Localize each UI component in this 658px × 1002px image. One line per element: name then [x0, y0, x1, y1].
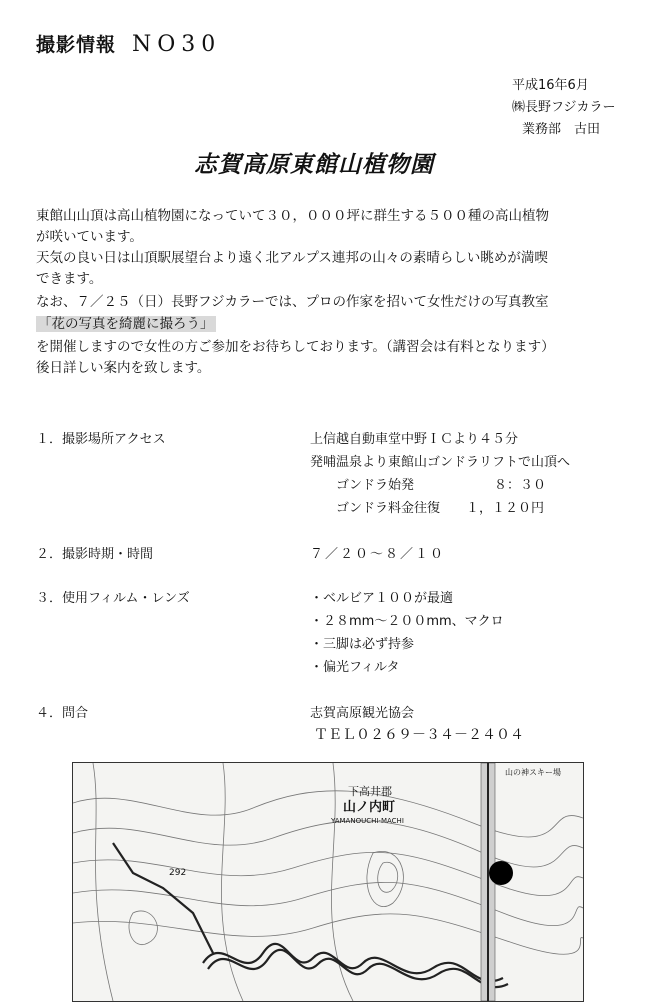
map-label: 下高井郡: [348, 785, 392, 798]
access-line: 上信越自動車堂中野ＩＣより４５分: [310, 432, 519, 447]
section-contact-label: ４．問合: [36, 706, 89, 721]
header-company: ㈱長野フジカラー: [512, 100, 616, 115]
header-number: NO30: [132, 32, 222, 57]
header-department: 業務部 古田: [522, 122, 601, 137]
contact-tel: ＴＥＬ０２６９－３４－２４０４: [314, 727, 524, 743]
body-line: が咲いています。: [36, 229, 143, 245]
main-title: 志賀高原東館山植物園: [194, 152, 434, 178]
document-header: [36, 30, 221, 57]
workshop-title: [36, 314, 216, 335]
topographic-map: [73, 763, 583, 1001]
film-item: ・偏光フィルタ: [310, 660, 400, 675]
header-title: 撮影情報: [36, 34, 117, 56]
body-line: 後日詳しい案内を致します。: [36, 360, 211, 376]
film-item: ・ベルビア１００が最適: [310, 591, 454, 606]
section-film-label: ３．使用フィルム・レンズ: [36, 591, 190, 606]
section-access-label: １．撮影場所アクセス: [36, 432, 166, 447]
body-line: 天気の良い日は山頂駅展望台より遠く北アルプス連邦の山々の素晴らしい眺めが満喫: [36, 250, 548, 266]
map-label: 山ノ内町: [343, 800, 396, 815]
section-time-label: ２．撮影時期・時間: [36, 547, 154, 562]
gondola-start-value: ８：３０: [494, 478, 547, 493]
map-label: YAMANOUCHI-MACHI: [331, 817, 404, 825]
location-marker: [489, 861, 513, 885]
body-line: なお、７／２５（日）長野フジカラーでは、プロの作家を招いて女性だけの写真教室: [36, 294, 549, 310]
area-map: [72, 762, 584, 1002]
film-item: ・２８mm～２００mm、マクロ: [310, 614, 504, 629]
gondola-start-label: ゴンドラ始発: [336, 478, 415, 493]
body-line: できます。: [36, 271, 103, 287]
header-date: 平成16年6月: [512, 78, 589, 93]
workshop-title-text: 「花の写真を綺麗に撮ろう」: [38, 316, 214, 332]
map-label: 292: [169, 868, 187, 878]
film-item: ・三脚は必ず持参: [310, 637, 415, 652]
access-line: 発哺温泉より東館山ゴンドラリフトで山頂へ: [310, 455, 571, 470]
gondola-fee-value: １，１２０円: [466, 501, 545, 516]
contact-org: 志賀高原観光協会: [310, 706, 415, 721]
body-line: を開催しますので女性の方ご参加をお待ちしております。（講習会は有料となります）: [36, 339, 555, 355]
time-value: ７／２０～８／１０: [310, 547, 446, 562]
map-label: 山の神スキー場: [505, 768, 561, 777]
gondola-fee-label: ゴンドラ料金往復: [336, 501, 441, 516]
body-line: 東館山山頂は高山植物園になっていて３０，０００坪に群生する５００種の高山植物: [36, 208, 549, 224]
